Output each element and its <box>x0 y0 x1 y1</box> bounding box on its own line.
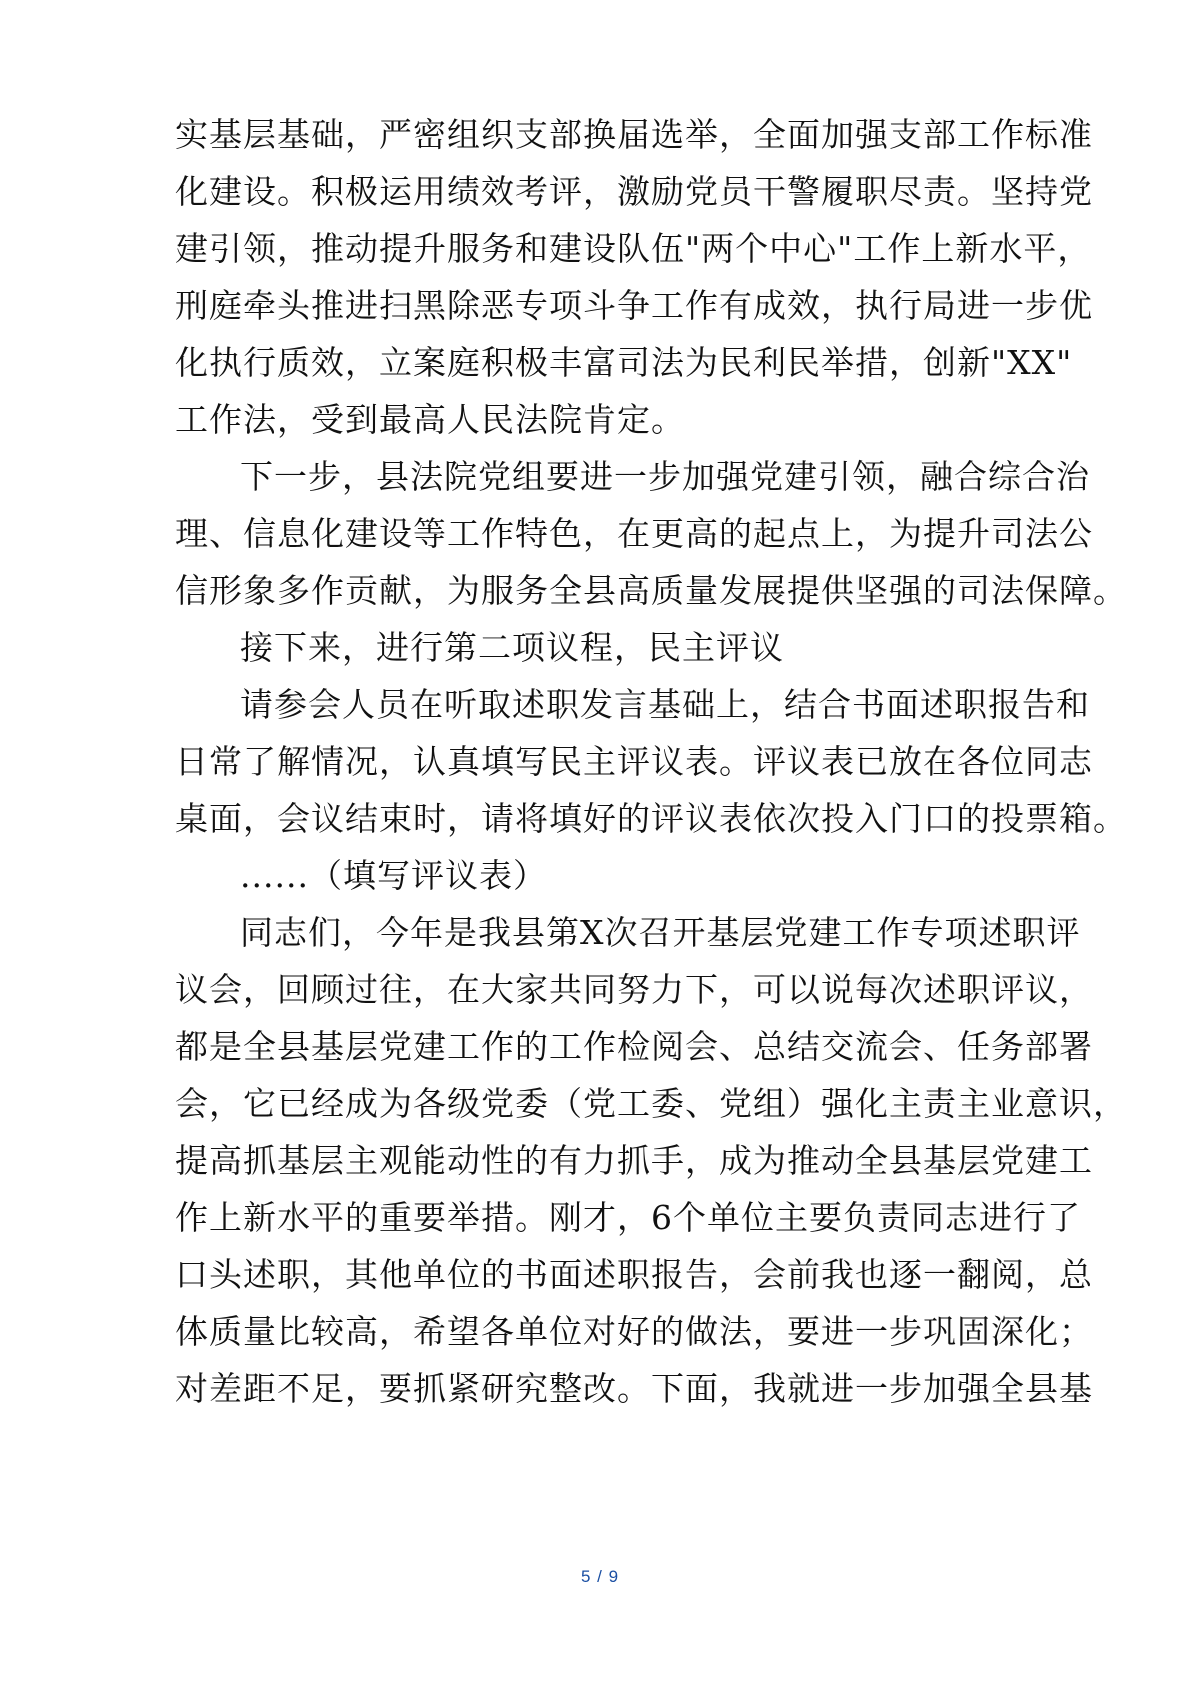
text-line: 会，它已经成为各级党委（党工委、党组）强化主责主业意识， <box>175 1084 1127 1123</box>
text-line: 信形象多作贡献，为服务全县高质量发展提供坚强的司法保障。 <box>175 571 1127 610</box>
text-line: 日常了解情况，认真填写民主评议表。评议表已放在各位同志 <box>175 742 1093 781</box>
paragraph-first-line: 下一步，县法院党组要进一步加强党建引领，融合综合治 <box>240 457 1090 496</box>
text-line: 化建设。积极运用绩效考评，激励党员干警履职尽责。坚持党 <box>175 172 1093 211</box>
text-line: 建引领，推动提升服务和建设队伍"两个中心"工作上新水平， <box>175 229 1092 268</box>
text-line: 桌面，会议结束时，请将填好的评议表依次投入门口的投票箱。 <box>175 799 1127 838</box>
paragraph-first-line: ......（填写评议表） <box>240 856 547 895</box>
text-line: 体质量比较高，希望各单位对好的做法，要进一步巩固深化； <box>175 1312 1093 1351</box>
paragraph-first-line: 同志们，今年是我县第X次召开基层党建工作专项述职评 <box>240 913 1081 952</box>
text-line: 化执行质效，立案庭积极丰富司法为民利民举措，创新"XX" <box>175 343 1073 382</box>
text-line: 都是全县基层党建工作的工作检阅会、总结交流会、任务部署 <box>175 1027 1093 1066</box>
paragraph-first-line: 请参会人员在听取述职发言基础上，结合书面述职报告和 <box>240 685 1090 724</box>
paragraph-first-line: 接下来，进行第二项议程，民主评议 <box>240 628 784 667</box>
text-line: 议会，回顾过往，在大家共同努力下，可以说每次述职评议， <box>175 970 1093 1009</box>
text-line: 作上新水平的重要举措。刚才，6个单位主要负责同志进行了 <box>175 1198 1081 1237</box>
text-line: 刑庭牵头推进扫黑除恶专项斗争工作有成效，执行局进一步优 <box>175 286 1093 325</box>
text-line: 工作法，受到最高人民法院肯定。 <box>175 400 685 439</box>
text-line: 实基层基础，严密组织支部换届选举，全面加强支部工作标准 <box>175 115 1093 154</box>
text-line: 对差距不足，要抓紧研究整改。下面，我就进一步加强全县基 <box>175 1369 1093 1408</box>
text-line: 口头述职，其他单位的书面述职报告，会前我也逐一翻阅，总 <box>175 1255 1093 1294</box>
text-line: 提高抓基层主观能动性的有力抓手，成为推动全县基层党建工 <box>175 1141 1093 1180</box>
page-number: 5 / 9 <box>580 1567 620 1586</box>
text-line: 理、信息化建设等工作特色，在更高的起点上，为提升司法公 <box>175 514 1093 553</box>
